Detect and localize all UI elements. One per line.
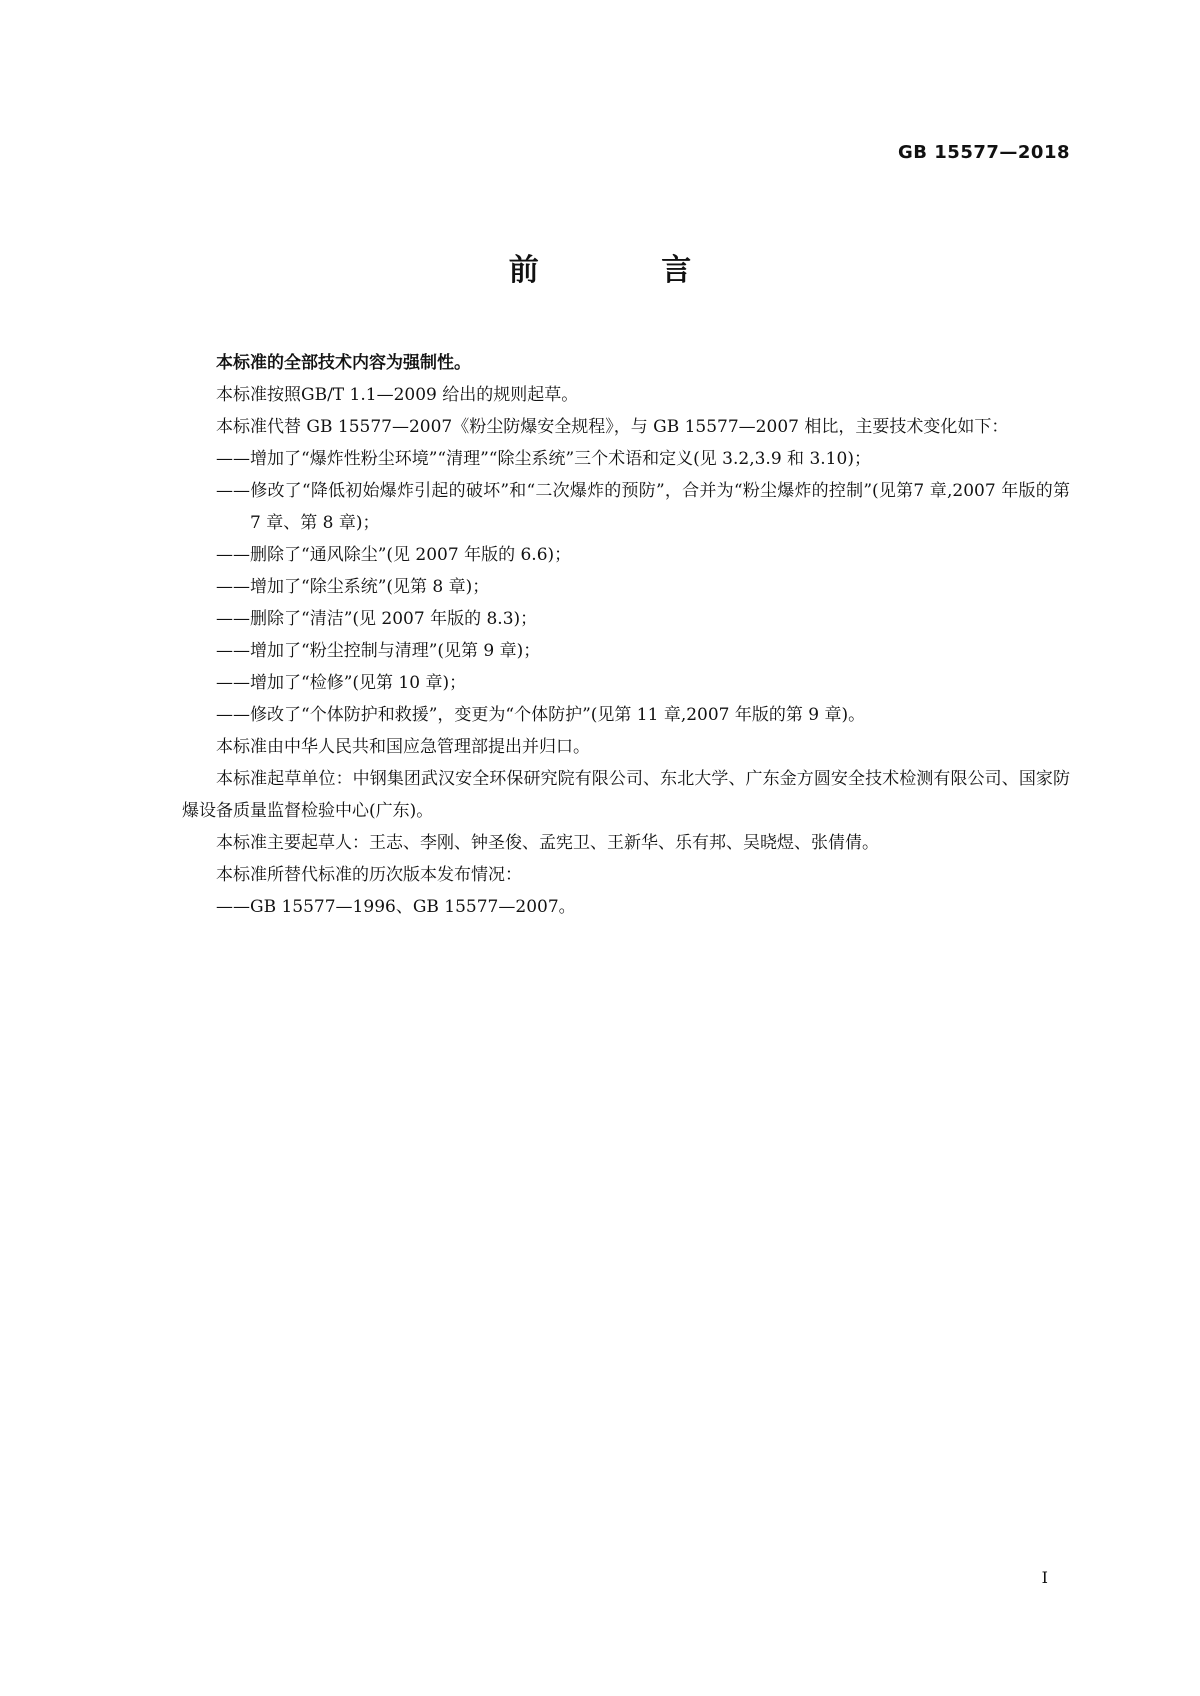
list-item: ——增加了“粉尘控制与清理”(见第 9 章)； xyxy=(216,641,541,661)
list-item: ——增加了“检修”(见第 10 章)； xyxy=(216,673,467,693)
paragraph-history-intro: 本标准所替代标准的历次版本发布情况： xyxy=(216,865,522,885)
list-item: ——增加了“爆炸性粉尘环境”“清理”“除尘系统”三个术语和定义(见 3.2,3.9 和 3.10)； xyxy=(216,449,871,469)
paragraph-replaces: 本标准代替 GB 15577—2007《粉尘防爆安全规程》，与 GB 15577—2007 相比，主要技术变化如下： xyxy=(216,417,1009,437)
paragraph-drafting-units: 本标准起草单位：中钢集团武汉安全环保研究院有限公司、东北大学、广东金方圆安全技术检测有限公司、国家防爆设备质量监督检验中心(广东)。 xyxy=(182,769,1070,821)
list-item: ——增加了“除尘系统”(见第 8 章)； xyxy=(216,577,490,597)
standard-code: GB 15577—2018 xyxy=(898,142,1070,163)
history-list xyxy=(182,891,1070,923)
list-item: ——修改了“降低初始爆炸引起的破坏”和“二次爆炸的预防”，合并为“粉尘爆炸的控制”(见第7 章,2007 年版的第 7 章、第 8 章)； xyxy=(216,481,1070,533)
paragraph-mandatory: 本标准的全部技术内容为强制性。 xyxy=(216,353,471,373)
list-item: ——删除了“清洁”(见 2007 年版的 8.3)； xyxy=(216,609,538,629)
list-item: ——GB 15577—1996、GB 15577—2007。 xyxy=(216,897,576,917)
paragraph-proposer: 本标准由中华人民共和国应急管理部提出并归口。 xyxy=(216,737,590,757)
page-number: I xyxy=(1041,1568,1048,1587)
paragraph-drafters: 本标准主要起草人：王志、李刚、钟圣俊、孟宪卫、王新华、乐有邦、吴晓煜、张倩倩。 xyxy=(216,833,879,853)
document-body xyxy=(182,347,1070,923)
list-item: ——删除了“通风除尘”(见 2007 年版的 6.6)； xyxy=(216,545,572,565)
changes-list xyxy=(182,443,1070,731)
page-title: 前 言 xyxy=(508,253,748,288)
list-item: ——修改了“个体防护和救援”，变更为“个体防护”(见第 11 章,2007 年版的第 9 章)。 xyxy=(216,705,866,725)
paragraph-drafting-rules: 本标准按照GB/T 1.1—2009 给出的规则起草。 xyxy=(216,385,579,405)
